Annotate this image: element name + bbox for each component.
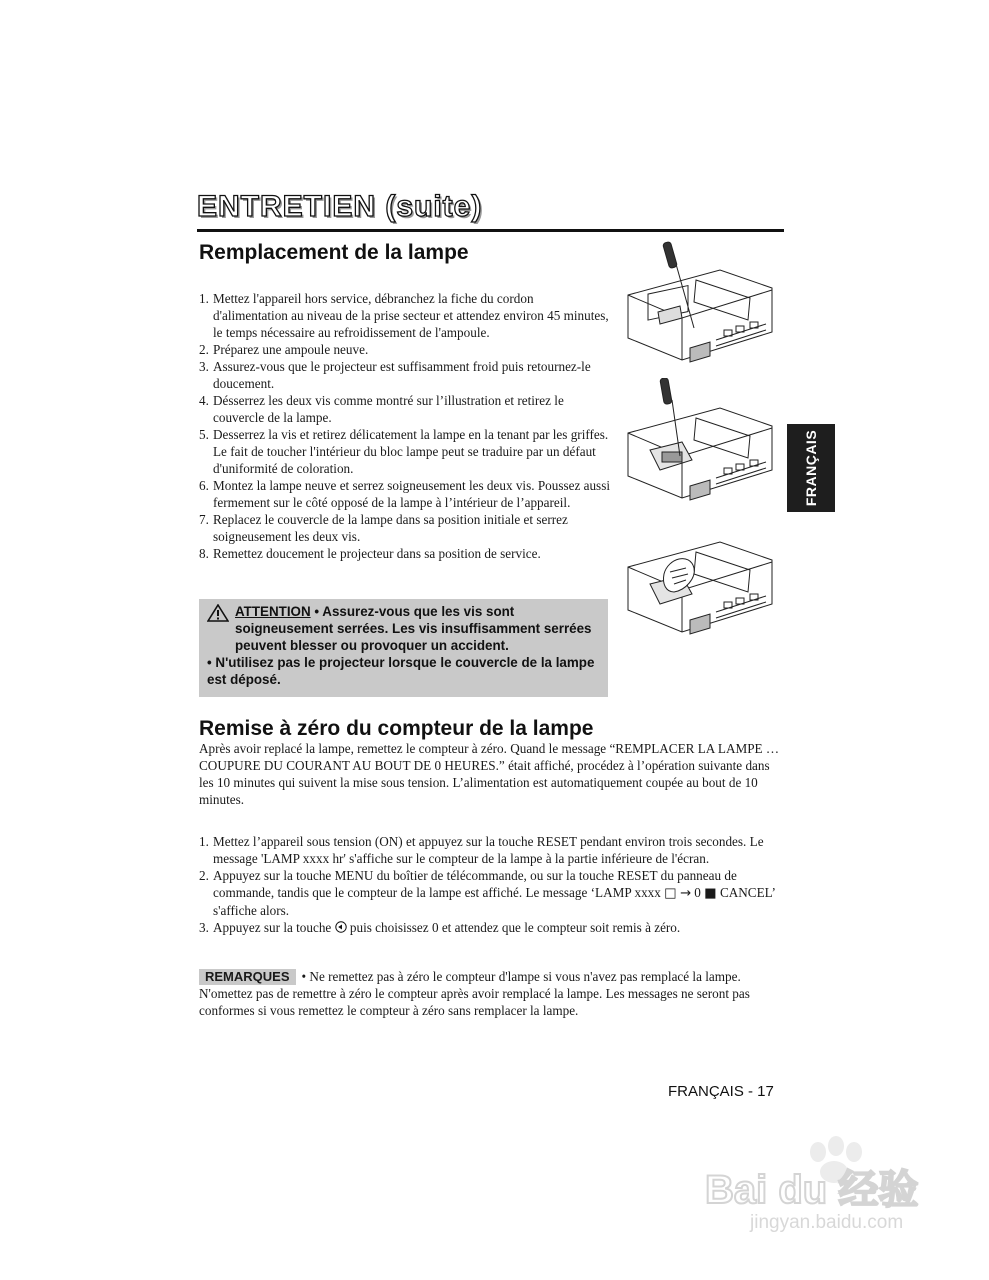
list-item: 7. Replacez le couvercle de la lampe dans sa position initiale et serrez soigneusement les deux vis.: [199, 512, 568, 544]
caution-text-1: • Assurez-vous que les vis sont soigneusement serrées. Les vis insuffisamment serrées peuvent blesser ou provoquer un accident.: [235, 604, 592, 653]
empty-square-symbol: □: [664, 886, 677, 901]
projector-illustration-insert-lamp: [620, 512, 780, 652]
title-underline: [197, 229, 784, 232]
list-item: 8. Remettez doucement le projecteur dans sa position de service.: [199, 546, 541, 561]
caution-label: ATTENTION: [235, 604, 311, 619]
remarks-badge: REMARQUES: [199, 969, 296, 985]
page-title: ENTRETIEN (suite): [197, 190, 483, 223]
page-number-footer: FRANÇAIS - 17: [668, 1083, 774, 1100]
section-heading-lamp-counter-reset: Remise à zéro du compteur de la lampe: [199, 717, 594, 740]
side-tab-label: FRANÇAIS: [803, 429, 819, 507]
list-item: 6. Montez la lampe neuve et serrez soigneusement les deux vis. Poussez aussi fermement sur le côté opposé de la lampe à l’intérieur de l’appareil.: [199, 478, 610, 510]
list-item: 2. Préparez une ampoule neuve.: [199, 342, 369, 357]
caution-text-2: • N'utilisez pas le projecteur lorsque le couvercle de la lampe est déposé.: [207, 655, 595, 687]
lamp-replacement-steps: [199, 290, 611, 562]
section-heading-lamp-replacement: Remplacement de la lampe: [199, 241, 469, 264]
list-item: 4. Désserrez les deux vis comme montré sur l’illustration et retirez le couvercle de la lampe.: [199, 393, 564, 425]
list-item: 1. Mettez l'appareil hors service, débranchez la fiche du cordon d'alimentation au niveau de la prise secteur et attendez environ 45 minutes, le temps nécessaire au refroidissement de l'ampoule.: [199, 291, 609, 340]
filled-square-symbol: ■: [704, 886, 717, 901]
language-side-tab: [787, 424, 835, 512]
projector-illustration-remove-cover: [620, 240, 780, 380]
left-arrow-button-icon: [335, 921, 347, 933]
caution-box: [199, 599, 608, 697]
lamp-counter-reset-steps: [199, 833, 784, 936]
warning-triangle-icon: [207, 604, 229, 622]
watermark-logo: Bai du 经验: [705, 1168, 919, 1212]
right-arrow-symbol: →: [679, 886, 691, 901]
list-item: 5. Desserrez la vis et retirez délicatement la lampe en la tenant par les griffes. Le fait de toucher l'intérieur du bloc lampe peut se traduire par un défaut d'uniformité de coloration.: [199, 427, 609, 476]
list-item: 1. Mettez l’appareil sous tension (ON) et appuyez sur la touche RESET pendant environ trois secondes. Le message 'LAMP xxxx hr' s'affiche sur le compteur de la lampe à la partie inférieure de l'écran.: [199, 834, 764, 866]
reset-intro-paragraph: Après avoir replacé la lampe, remettez le compteur à zéro. Quand le message “REMPLACER LA LAMPE … COUPURE DU COURANT AU BOUT DE 0 HEURES.” était affiché, procédez à l’opération suivante dans les 10 minutes qui suivent la mise sous tension. L’alimentation est automatiquement coupée au bout de 10 minutes.: [199, 741, 780, 807]
remarks-text: • Ne remettez pas à zéro le compteur d'lampe si vous n'avez pas remplacé la lampe. N'omettez pas de remettre à zéro le compteur après avoir remplacé la lampe. Les messages ne seront pas conformes si vous remettez le compteur à zéro sans remplacer la lampe.: [199, 969, 750, 1018]
list-item: 3. Assurez-vous que le projecteur est suffisamment froid puis retournez-le doucement.: [199, 359, 591, 391]
remarks-note: [199, 968, 784, 1019]
projector-illustration-remove-lamp: [620, 378, 780, 518]
watermark-url: jingyan.baidu.com: [750, 1212, 904, 1233]
list-item: 3. Appuyez sur la touche puis choisissez 0 et attendez que le compteur soit remis à zéro.: [199, 920, 681, 935]
list-item: 2. Appuyez sur la touche MENU du boîtier de télécommande, ou sur la touche RESET du panneau de commande, tandis que le compteur de la lampe est affiché. Le message ‘LAMP xxxx □ → 0 ■ CANCEL’ s'affiche alors.: [199, 868, 775, 918]
